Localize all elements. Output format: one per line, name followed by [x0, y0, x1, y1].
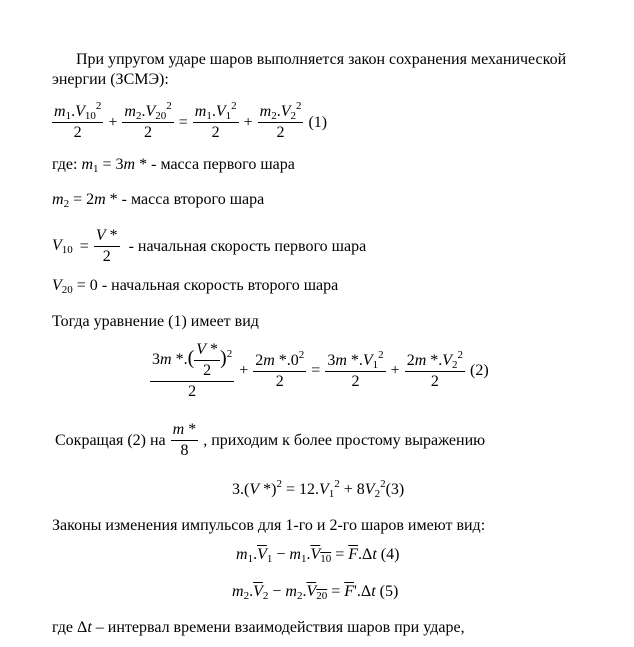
reduce-line: Сокращая (2) на $\frac{m *}{8}$ , приходим к более простому выражению: [55, 421, 486, 459]
m1-definition: где: $m_1 = 3m$ * - масса первого шара: [52, 156, 295, 175]
equation-4: $m_1.\overline{V}_1 - m_1.V_{10} = \overline{F}.\Delta t$ (4): [236, 546, 400, 565]
then-text: Тогда уравнение (1) имеет вид: [52, 313, 259, 330]
m2-definition: $m_2 = 2m$ * - масса второго шара: [52, 191, 265, 210]
laws-text: Законы изменения импульсов для 1-го и 2-го шаров имеют вид:: [52, 517, 486, 534]
equation-2: 3m *.( $\frac{V *}{2}$ )$^2$ 2 + $\frac{2m *.0^2}{2}$ = $\frac{3m *.V_1^2}{2}$ + $\frac{2m *.V_2^2}{2}$ (2): [152, 341, 489, 400]
equation-4-label: (4): [380, 546, 400, 563]
equation-3-label: (3): [385, 481, 405, 498]
equation-3: 3.(V $*)^2 = 12.V_1^2 + 8V_2^2(3)$: [232, 478, 405, 500]
equation-1: $\frac{m_1.V_{10}^2}{2}$ + $\frac{m_2.V_{20}^2}{2}$ = $\frac{m_1.V_1^2}{2}$ + $\frac{m_2.V_2^2}{2}$ (1): [54, 100, 328, 141]
equation-2-label: (2): [470, 362, 489, 379]
final-line: где Δt – интервал времени взаимодействия шаров при ударе,: [52, 619, 465, 636]
intro-line-1: При упругом ударе шаров выполняется закон сохранения механической: [76, 51, 567, 68]
intro-line-2: энергии (ЗСМЭ):: [52, 71, 169, 88]
equation-5-label: (5): [379, 583, 399, 600]
v10-definition: $V_{10}$ = $\frac{V *}{2}$ - начальная скорость первого шара: [52, 227, 367, 265]
equation-1-label: (1): [308, 113, 328, 131]
v20-definition: $V_{20} = 0$ - начальная скорость второго шара: [52, 277, 339, 296]
equation-5: $m_2.\overline{V}_2 - m_2.V_{20} = \overline{F}'.\Delta t$ (5): [232, 583, 399, 602]
